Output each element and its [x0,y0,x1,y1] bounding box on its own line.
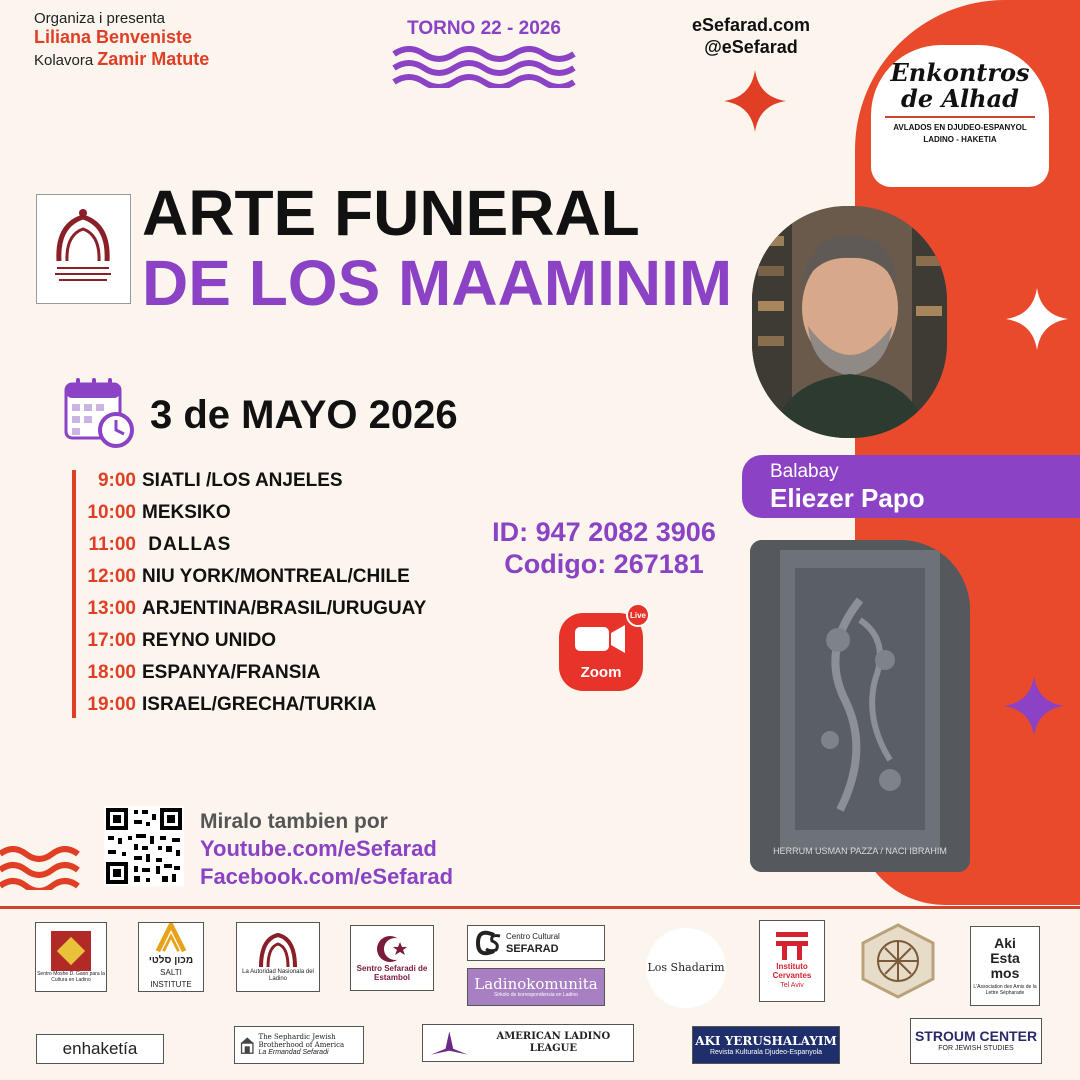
ladino-league-icon [429,1029,470,1057]
aki-estamos-sub: L'Association des Amis de la Lettre Sépharade [973,984,1037,996]
event-title-line1: ARTE FUNERAL [142,177,640,249]
schedule-time: 12:00 [87,566,136,587]
sefarad-text: SEFARAD [506,943,559,955]
schedule-place: DALLAS [142,534,232,555]
sponsor-american-ladino-league[interactable] [422,1024,634,1062]
centro-cultural-text: Centro Cultural [506,932,560,941]
tomb-caption: HERRUM USMAN PAZZA / NACI IBRAHIM [773,846,947,856]
brotherhood-building-icon [239,1030,255,1060]
schedule-place: REYNO UNIDO [142,630,277,651]
arch-logo-icon [37,195,130,303]
enkontros-logo [871,45,1049,187]
purple-star-icon [1004,676,1064,736]
badge-subtitle-line2: LADINO - HAKETIA [923,135,997,144]
organizers [34,10,209,70]
schedule-place: ARJENTINA/BRASIL/URUGUAY [142,598,427,619]
speaker-role: Balabay [770,461,839,482]
ladinokomunita-sub: Sirkolo de korrespondensia en Ladino [494,992,578,998]
sponsor-sentro-sefaradi[interactable] [350,925,434,991]
instituto-cervantes-text: Instituto Cervantes [772,962,812,980]
zoom-id: ID: 947 2082 3906 [492,517,716,547]
site-handle[interactable]: @eSefarad [704,37,798,57]
footer-divider [0,906,1080,909]
sponsor-authority[interactable] [236,922,320,992]
salti-text: SALTI INSTITUTE [150,968,192,989]
event-title-line2: DE LOS MAAMINIM [142,247,733,319]
sponsor-salti[interactable] [138,922,204,992]
badge-subtitle-line1: AVLADOS EN DJUDEO-ESPANYOL [893,123,1027,132]
schedule-time: 10:00 [87,502,136,523]
sponsor-instituto-cervantes[interactable] [759,920,825,1002]
kolavora-label: Kolavora [34,52,94,69]
schedule-time: 19:00 [87,694,136,715]
event-date: 3 de MAYO 2026 [150,393,458,437]
white-star-icon [1006,288,1068,350]
salti-hebrew-text: מכון סלטי [148,955,194,966]
schedule-place: ISRAEL/GRECHA/TURKIA [142,694,377,715]
sponsor-stroum-center[interactable] [910,1018,1042,1064]
orange-waves-decoration [0,846,80,890]
aki-estamos-text: Aki Esta mos [990,935,1020,981]
speaker-name: Eliezer Papo [770,483,925,513]
schedule-row [84,468,426,500]
tel-aviv-text: Tel Aviv [780,982,804,989]
zoom-code: Codigo: 267181 [504,549,704,579]
schedule-row [84,500,426,532]
kolavora-name: Zamir Matute [97,49,210,69]
speaker-label [742,455,1080,518]
sponsor-aki-estamos[interactable] [970,926,1040,1006]
schedule-time: 18:00 [87,662,136,683]
site-info [676,14,826,58]
schedule-row [84,564,426,596]
cervantes-logo-icon [774,930,810,962]
speaker-portrait [752,206,947,438]
tombstone-relief [750,540,970,872]
calendar-clock-icon [64,376,136,448]
sentro-sefaradi-text: Sentro Sefaradi de Estambol [356,964,428,982]
authority-arch-icon [253,931,303,969]
ladinokomunita-text: Ladinokomunita [474,975,598,993]
purple-waves-decoration [392,46,576,88]
ladino-authority-logo [36,194,131,304]
schedule-time: 11:00 [88,534,136,555]
authority-text: La Autoridad Nasionala del Ladino [242,969,314,982]
schedule-row [84,532,426,564]
schedule-time: 17:00 [87,630,136,651]
site-url[interactable]: eSefarad.com [691,15,811,35]
aki-yerushalayim-sub: Revista Kulturala Djudeo-Espanyola [709,1048,823,1056]
aki-yerushalayim-text: AKI YERUSHALAYIM [695,1033,837,1048]
stroum-sub: FOR JEWISH STUDIES [938,1045,1014,1052]
schedule-row [84,628,426,660]
qr-code-icon[interactable] [104,806,184,886]
schedule-place: MEKSIKO [142,502,231,523]
schedule-time: 13:00 [87,598,136,619]
zoom-live-button[interactable] [559,605,653,691]
crescent-star-icon [372,934,412,964]
facebook-link[interactable]: Facebook.com/eSefarad [200,864,454,889]
live-label: Live [629,611,647,620]
organiza-label: Organiza i presenta [34,10,165,27]
youtube-link[interactable]: Youtube.com/eSefarad [200,836,437,861]
sponsor-enhaketia[interactable] [36,1034,164,1064]
zoom-credentials [484,516,724,580]
torno-label: TORNO 22 - 2026 [407,18,561,39]
sephardic-brotherhood-text: The Sephardic Jewish Brotherhood of America [258,1033,345,1049]
moshe-gaon-text: Sentro Moshe D. Gaon para la Cultura en Ladino [37,971,105,983]
enhaketia-text: enhaketía [62,1039,138,1058]
sponsor-aki-yerushalayim[interactable] [692,1026,840,1064]
schedule-place: NIU YORK/MONTREAL/CHILE [142,566,410,587]
los-shadarim-text: Los Shadarim [647,961,725,974]
organiza-name: Liliana Benveniste [34,27,193,47]
schedule-accent-line [72,470,76,718]
badge-title-line1: Enkontros [890,58,1030,87]
american-ladino-text: AMERICAN LADINO LEAGUE [496,1031,611,1054]
stream-intro: Miralo tambien por [200,810,388,833]
speaker-photo [752,206,947,438]
orange-star-icon [724,70,786,132]
kolavora-line [34,49,209,70]
schedule-place: ESPANYA/FRANSIA [142,662,321,683]
ermandad-text: La Ermandad Sefaradi [258,1049,329,1056]
sponsor-ladinokomunita[interactable] [467,968,605,1006]
sponsor-centro-cultural-sefarad[interactable] [467,925,605,961]
sponsor-sephardic-brotherhood[interactable] [234,1026,364,1064]
sponsor-emblem[interactable] [858,922,938,1000]
schedule-row [84,660,426,692]
schedule-list [84,468,426,724]
schedule-place: SIATLI /LOS ANJELES [142,470,343,491]
cs-logo-icon [474,930,502,956]
schedule-time: 9:00 [97,470,136,491]
stream-links [200,808,453,891]
hexagon-emblem-icon [859,923,937,999]
badge-title-line2: de Alhad [901,84,1019,113]
zoom-label: Zoom [580,664,622,681]
schedule-row [84,692,426,724]
stroum-text: STROUM CENTER [914,1028,1038,1044]
badge-underline [885,116,1035,118]
tombstone-photo [750,540,970,872]
salti-logo-icon [151,923,191,955]
sponsor-moshe-gaon[interactable] [35,922,107,992]
moshe-gaon-logo-icon [46,931,96,971]
schedule-row [84,596,426,628]
sponsor-los-shadarim[interactable] [646,928,726,1008]
